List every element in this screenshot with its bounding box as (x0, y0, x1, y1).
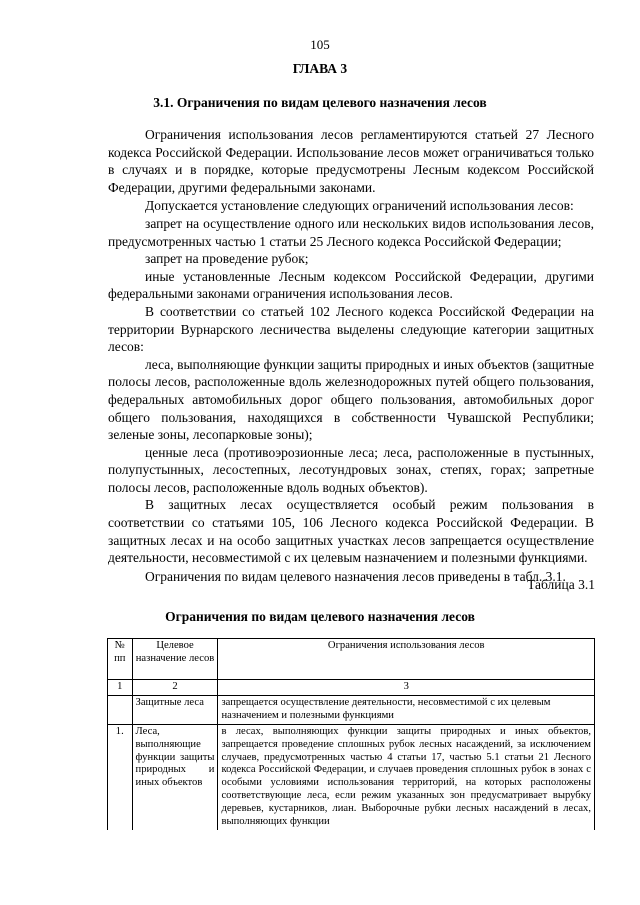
paragraph: В защитных лесах осуществляется особый режим пользования в соответствии со статьями 105, 106 Лесного кодекса Российской Федерации. В защитных лесах и на особо защитных участках лесов запрещается осуществление деятельности, несовместимой с их целевым назначением и полезными функциями. (108, 497, 594, 566)
header-cell-restrictions: Ограничения использования лесов (218, 639, 595, 680)
group-restriction-cell: запрещается осуществление деятельности, несовместимой с их целевым назначением и полезными функциями (218, 695, 595, 724)
header-cell-purpose: Целевое назначение лесов (132, 639, 218, 680)
section-title: 3.1. Ограничения по видам целевого назначения лесов (153, 95, 487, 110)
header-cell-number: № пп (108, 639, 133, 680)
column-number-cell: 1 (108, 680, 133, 696)
chapter-heading: ГЛАВА 3 (292, 61, 348, 76)
paragraph: леса, выполняющие функции защиты природных и иных объектов (защитные полосы лесов, расположенные вдоль железнодорожных путей общего пользования, федеральных автомобильных дорог общего пользования, автомобильных дорог общего пользования, находящихся в собственности Чувашской Республики; зеленые зоны, лесопарковые зоны); (108, 356, 594, 443)
row-restriction-cell: в лесах, выполняющих функции защиты природных и иных объектов, запрещается проведение сплошных рубок лесных насаждений, за исключением случаев, предусмотренных частью 4 статьи 17, частью 5.1 статьи 21 Лесного кодекса Российской Федерации, и случаев проведения сплошных рубок в зонах с особыми условиями использования территорий, на которых расположены соответствующие леса, если режим указанных зон предусматривает вырубку деревьев, кустарников, лиан. Выборочные рубки лесных насаждений в лесах, выполняющих функции (218, 724, 595, 830)
column-number-cell: 3 (218, 680, 595, 696)
row-purpose-cell: Леса, выполняющие функции защиты природных и иных объектов (132, 724, 218, 830)
paragraph: Допускается установление следующих ограничений использования лесов: (145, 198, 574, 214)
paragraph: Ограничения по видам целевого назначения лесов приведены в табл. 3.1. (145, 568, 566, 584)
paragraph: иные установленные Лесным кодексом Российской Федерации, другими федеральными законами ограничения использования лесов. (108, 268, 594, 302)
page-number: 105 (310, 37, 330, 52)
paragraph: запрет на проведение рубок; (145, 251, 309, 267)
paragraph: Ограничения использования лесов регламентируются статьей 27 Лесного кодекса Российской Федерации. Использование лесов может ограничиваться только в случаях и в порядке, которые предусмотрены Лесным кодексом Российской Федерации, другими федеральными законами. (108, 127, 594, 195)
restrictions-table (107, 638, 595, 830)
group-number-cell (108, 695, 133, 724)
table-caption: Таблица 3.1 (527, 577, 595, 592)
paragraph: ценные леса (противоэрозионные леса; леса, расположенные в пустынных, полупустынных, лесостепных, лесотундровых зонах, степях, горах; запретные полосы лесов, расположенные вдоль водных объектов). (108, 444, 594, 495)
group-category-cell: Защитные леса (132, 695, 218, 724)
body-text (108, 126, 594, 585)
paragraph: запрет на осуществление одного или нескольких видов использования лесов, предусмотренных частью 1 статьи 25 Лесного кодекса Российской Федерации; (108, 215, 594, 249)
paragraph: В соответствии со статьей 102 Лесного кодекса Российской Федерации на территории Вурнарского лесничества выделены следующие категории защитных лесов: (108, 303, 594, 355)
row-number-cell: 1. (108, 724, 133, 830)
table-header-row (108, 639, 595, 680)
column-number-cell: 2 (132, 680, 218, 696)
table-row (108, 724, 595, 830)
table-column-numbers-row (108, 680, 595, 696)
table-title: Ограничения по видам целевого назначения лесов (165, 609, 475, 624)
table-group-row (108, 695, 595, 724)
